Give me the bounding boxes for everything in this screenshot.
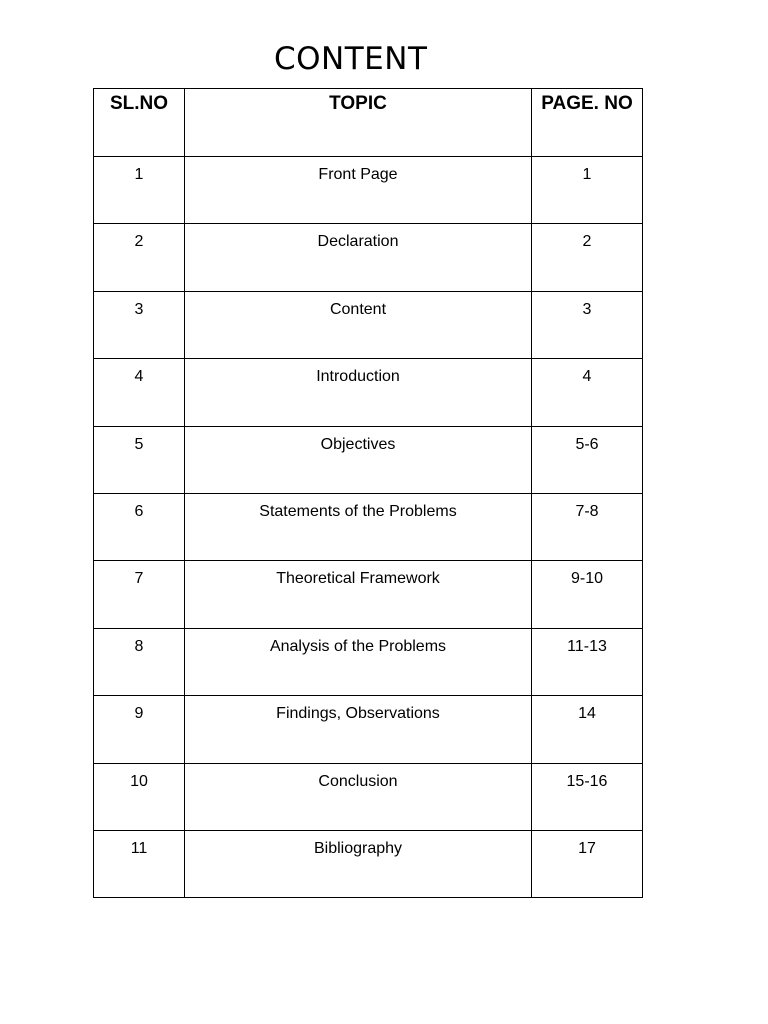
table-row [94,696,643,763]
table-row [94,224,643,291]
row-sl-no: 5 [94,426,185,493]
row-topic: Introduction [185,359,532,426]
header-page-no: PAGE. NO [532,89,643,157]
row-topic: Front Page [185,157,532,224]
header-topic: TOPIC [185,89,532,157]
table-row [94,561,643,628]
row-topic: Analysis of the Problems [185,628,532,695]
row-topic: Bibliography [185,830,532,897]
row-page-no: 2 [532,224,643,291]
row-sl-no: 1 [94,157,185,224]
row-page-no: 17 [532,830,643,897]
table-row [94,157,643,224]
table-row [94,628,643,695]
row-sl-no: 3 [94,291,185,358]
row-page-no: 4 [532,359,643,426]
header-sl-no: SL.NO [94,89,185,157]
table-row [94,763,643,830]
row-sl-no: 8 [94,628,185,695]
row-page-no: 3 [532,291,643,358]
row-sl-no: 7 [94,561,185,628]
row-page-no: 5-6 [532,426,643,493]
table-row [94,359,643,426]
row-topic: Statements of the Problems [185,493,532,560]
row-topic: Objectives [185,426,532,493]
row-sl-no: 2 [94,224,185,291]
table-row [94,830,643,897]
row-topic: Declaration [185,224,532,291]
row-sl-no: 4 [94,359,185,426]
row-topic: Findings, Observations [185,696,532,763]
row-page-no: 1 [532,157,643,224]
row-topic: Content [185,291,532,358]
page-title: CONTENT [274,41,428,77]
row-topic: Theoretical Framework [185,561,532,628]
table-header-row [94,89,643,157]
row-sl-no: 10 [94,763,185,830]
row-page-no: 14 [532,696,643,763]
row-sl-no: 6 [94,493,185,560]
table-row [94,493,643,560]
row-sl-no: 9 [94,696,185,763]
contents-table [93,88,643,898]
row-page-no: 15-16 [532,763,643,830]
table-row [94,291,643,358]
row-page-no: 11-13 [532,628,643,695]
row-page-no: 7-8 [532,493,643,560]
row-topic: Conclusion [185,763,532,830]
row-sl-no: 11 [94,830,185,897]
table-row [94,426,643,493]
row-page-no: 9-10 [532,561,643,628]
